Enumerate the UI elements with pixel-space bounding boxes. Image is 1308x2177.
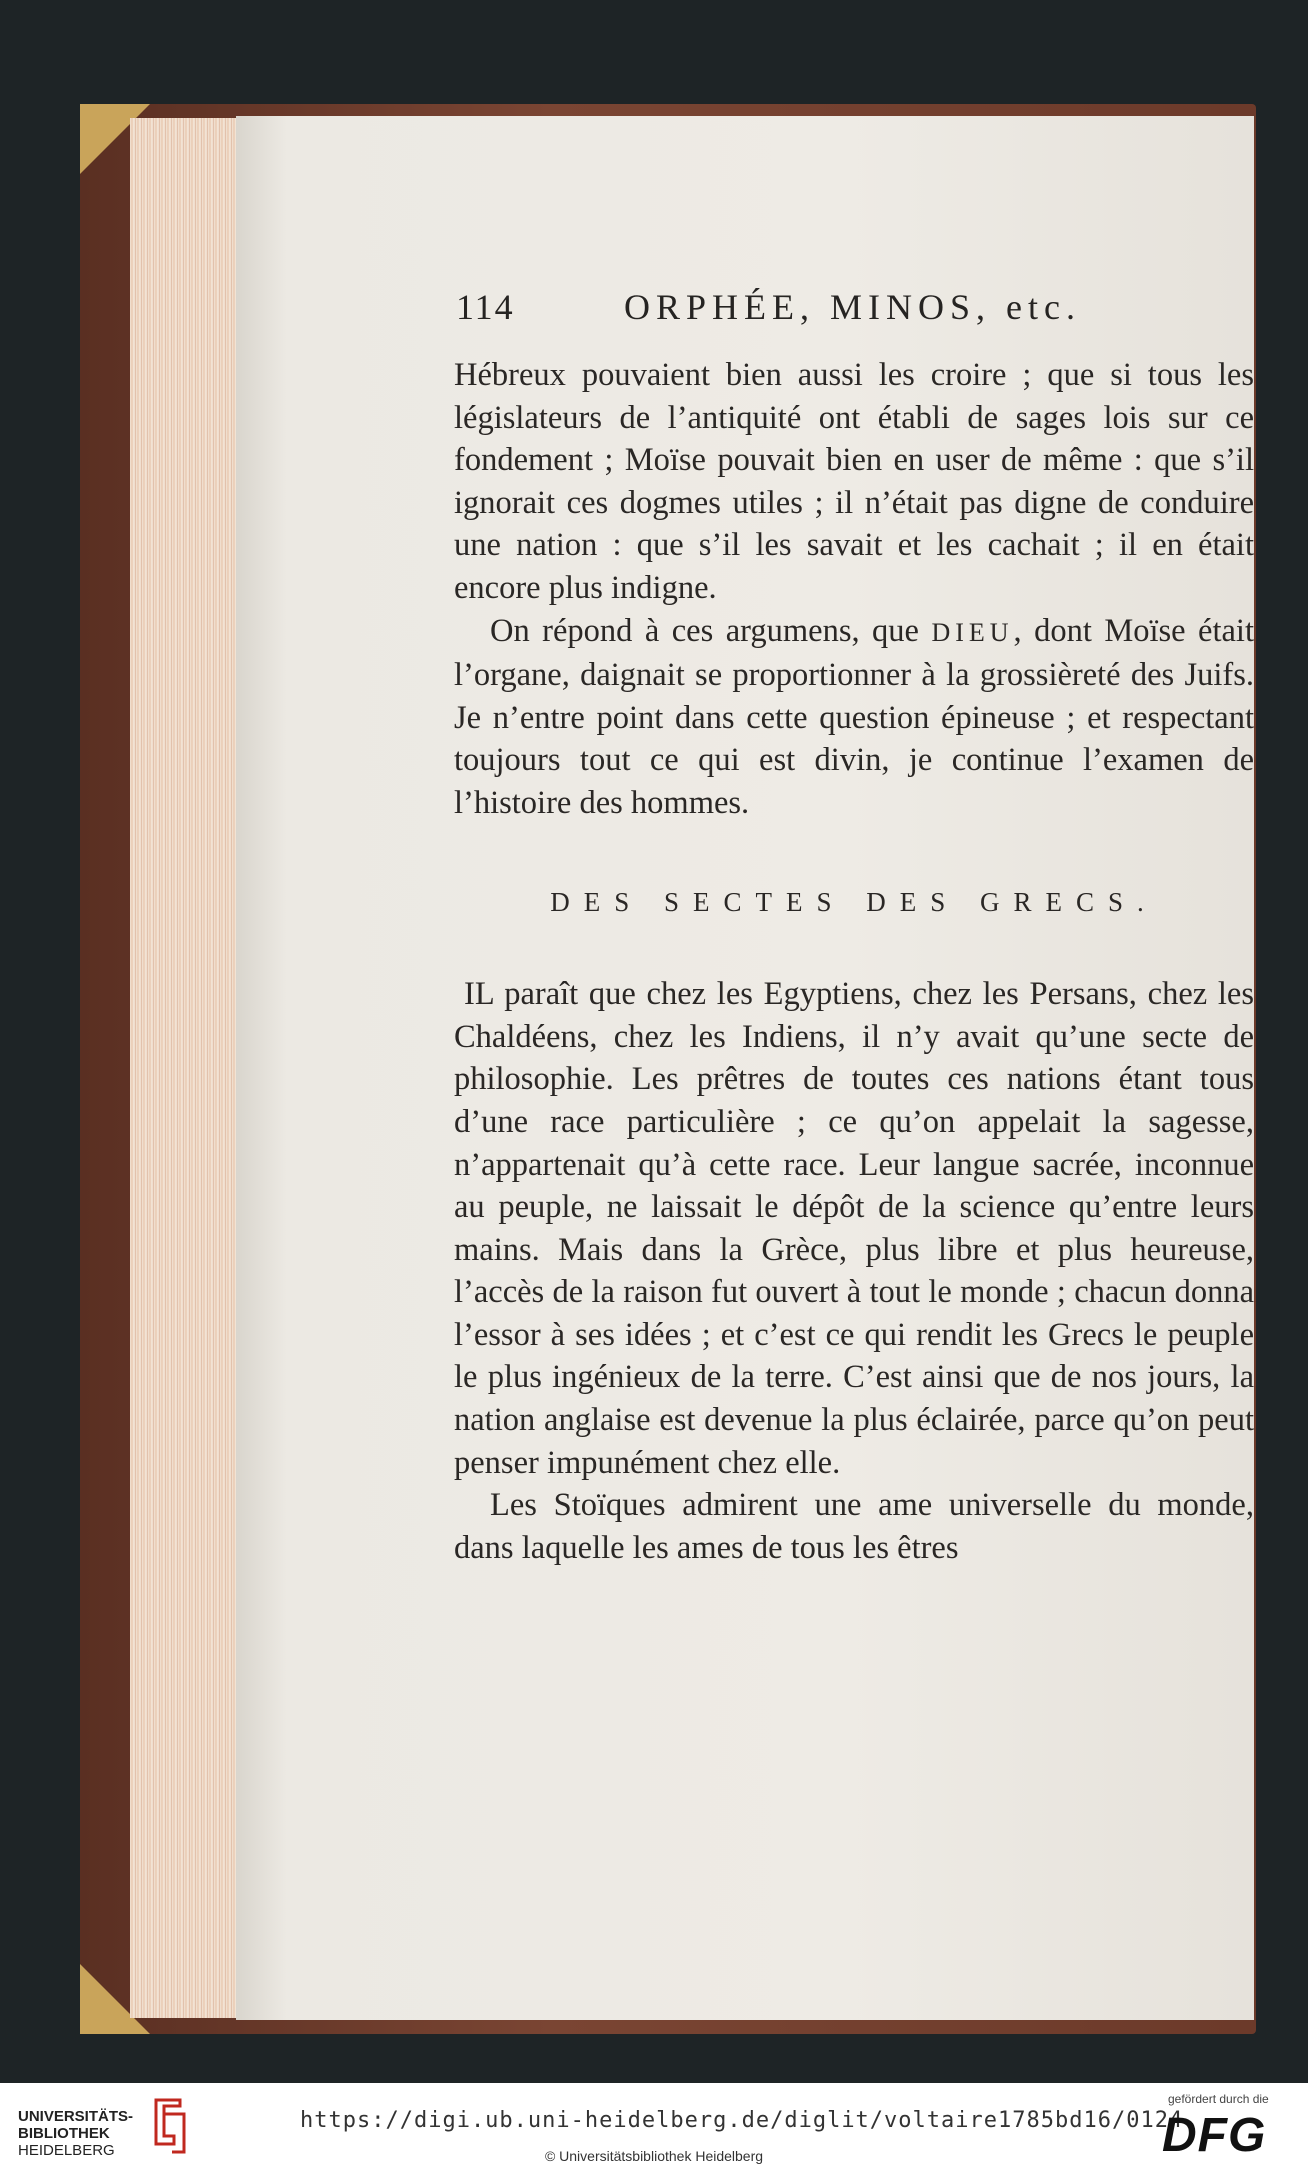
section-heading: DES SECTES DES GRECS. — [550, 886, 1158, 917]
paragraph: Les Stoïques admirent une ame universelle du monde, dans laquelle les ames de tous les êtres — [454, 1487, 1254, 1566]
paragraph — [454, 610, 1254, 825]
running-head: ORPHÉE, MINOS, etc. — [624, 287, 1081, 327]
library-name-line: BIBLIOTHEK — [18, 2125, 110, 2142]
paragraph-text: , dont Moïse était l’organe, daignait se proportionner à la grossièreté des Juifs. Je n’entre point dans cette question épineuse ; et respectant toujours tout ce qui est divin, je continue l’examen de l’histoire des hommes. — [454, 612, 1254, 821]
funder-note: gefördert durch die — [1168, 2092, 1269, 2106]
dfg-logo[interactable]: DFG — [1162, 2109, 1267, 2162]
page-header — [456, 286, 1262, 330]
permalink-url[interactable]: https://digi.ub.uni-heidelberg.de/diglit/voltaire1785bd16/0124 — [300, 2108, 1184, 2133]
copyright-notice: © Universitätsbibliothek Heidelberg — [544, 2148, 764, 2164]
library-name-line: UNIVERSITÄTS- — [18, 2108, 134, 2125]
small-caps-word: DIEU — [931, 617, 1014, 647]
page-text — [454, 354, 1254, 1569]
paragraph-text: paraît que chez les Egyptiens, chez les Persans, chez les Chaldéens, chez les Indiens, il n’y avait qu’une secte de philosophie. Les prêtres de toutes ces nations étant tous d’une race particulière ; ce qu’on appelait la sagesse, n’appartenait qu’à cette race. Leur langue sacrée, inconnue au peuple, ne laissait le dépôt de la science qu’entre leurs mains. Mais dans la Grèce, plus libre et plus heureuse, l’accès de la raison fut ouvert à tout le monde ; chacun donna l’essor à ses idées ; et c’est ce qui rendit les Grecs le peuple le plus ingénieux de la terre. C’est ainsi que de nos jours, la nation anglaise est devenue la plus éclairée, parce qu’on peut penser impunément chez elle. — [454, 976, 1254, 1481]
library-mark-icon — [150, 2096, 190, 2156]
page-edges — [130, 118, 240, 2018]
library-name-line: HEIDELBERG — [18, 2142, 115, 2159]
initial-word: IL — [464, 976, 494, 1013]
page-number: 114 — [456, 287, 515, 327]
paragraph: Hébreux pouvaient bien aussi les croire ; que si tous les législateurs de l’antiquité ont établi de sages lois sur ce fondement ; Moïse pouvait bien en user de même : que s’il ignorait ces dogmes utiles ; il n’était pas digne de conduire une nation : que s’il les savait et les cachait ; il en était encore plus indigne. — [454, 357, 1254, 606]
paragraph — [454, 973, 1254, 1484]
paragraph-text: On répond à ces argumens, que — [490, 612, 932, 649]
